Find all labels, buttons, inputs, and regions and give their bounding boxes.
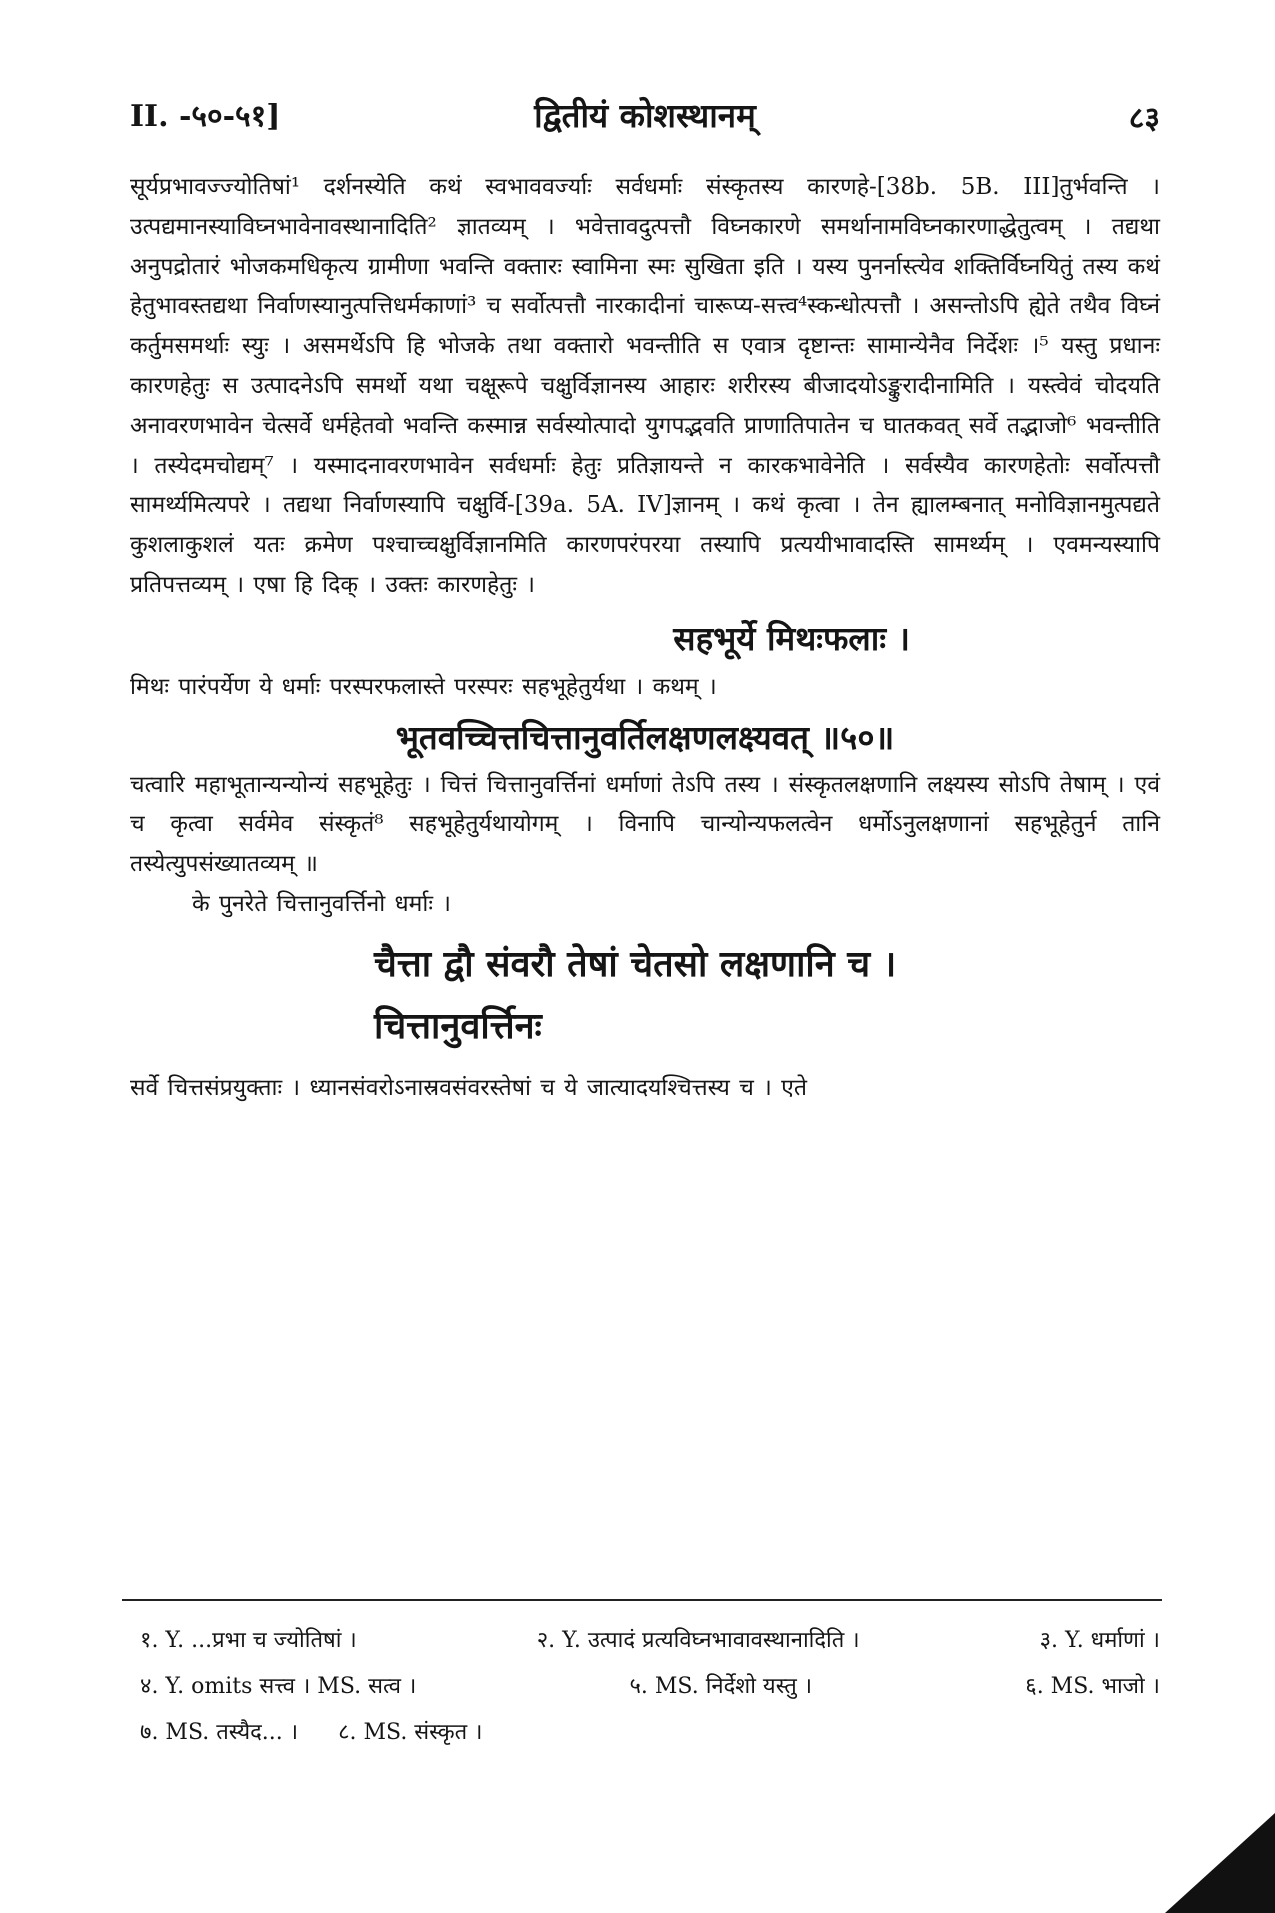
footnote: ६. MS. भाजो । (1025, 1674, 1160, 1699)
header-title: द्वितीयं कोशस्थानम् (534, 96, 756, 135)
footnote-row (140, 1618, 1160, 1664)
footnotes (140, 1618, 1160, 1756)
header-section-ref: II. -५०-५१] (130, 99, 281, 134)
scan-corner-shadow (1165, 1803, 1275, 1913)
footnote: ८. MS. संस्कृत । (338, 1720, 483, 1745)
footnote-row (140, 1710, 1160, 1756)
main-text (130, 168, 1160, 1109)
commentary-paragraph: सूर्यप्रभावज्ज्योतिषां¹ दर्शनस्येति कथं स्वभाववर्ज्याः सर्वधर्माः संस्कृतस्य कारणहे-[38b. 5B. III]तुर्भवन्ति । उत्पद्यमानस्याविघ्नभावेनावस्थानादिति² ज्ञातव्यम् । भवेत्तावदुत्पत्तौ विघ्नकारणे समर्थानामविघ्नकारणाद्धेतुत्वम् । तद्यथा अनुपद्रोतारं भोजकमधिकृत्य ग्रामीणा भवन्ति वक्तारः स्वामिना स्मः सुखिता इति । यस्य पुनर्नास्त्येव शक्तिर्विघ्नयितुं तस्य कथं हेतुभावस्तद्यथा निर्वाणस्यानुत्पत्तिधर्मकाणां³ च सर्वोत्पत्तौ नारकादीनां चारूप्य-सत्त्व⁴स्कन्धोत्पत्तौ । असन्तोऽपि ह्येते तथैव विघ्नं कर्तुमसमर्थाः स्युः । असमर्थेऽपि हि भोजके तथा वक्तारो भवन्तीति स एवात्र दृष्टान्तः सामान्येनैव निर्देशः ।⁵ यस्तु प्रधानः कारणहेतुः स उत्पादनेऽपि समर्थो यथा चक्षूरूपे चक्षुर्विज्ञानस्य आहारः शरीरस्य बीजादयोऽङ्कुरादीनामिति । यस्त्वेवं चोदयति अनावरणभावेन चेत्सर्वे धर्महेतवो भवन्ति कस्मान्न सर्वस्योत्पादो युगपद्भवति प्राणातिपातेन च घातकवत् सर्वे तद्भाजो⁶ भवन्तीति । तस्येदमचोद्यम्⁷ । यस्मादनावरणभावेन सर्वधर्माः हेतुः प्रतिज्ञायन्ते न कारकभावेनेति । सर्वस्यैव कारणहेतोः सर्वोत्पत्तौ सामर्थ्यमित्यपरे । तद्यथा निर्वाणस्यापि चक्षुर्वि-[39a. 5A. IV]ज्ञानम् । कथं कृत्वा । तेन ह्यालम्बनात् मनोविज्ञानमुत्पद्यते कुशलाकुशलं यतः क्रमेण पश्चाच्चक्षुर्विज्ञानमिति कारणपरंपरया तस्यापि प्रत्ययीभावादस्ति सामर्थ्यम् । एवमन्यस्यापि प्रतिपत्तव्यम् । एषा हि दिक् । उक्तः कारणहेतुः । (130, 174, 1160, 598)
commentary-paragraph: सर्वे चित्तसंप्रयुक्ताः । ध्यानसंवरोऽनास्रवसंवरस्तेषां च ये जात्यादयश्चित्तस्य च । एते (130, 1074, 807, 1101)
page-number: ८३ (1128, 101, 1160, 136)
footnote: १. Y. ...प्रभा च ज्योतिषां । (140, 1628, 357, 1653)
commentary-paragraph: के पुनरेते चित्तानुवर्त्तिनो धर्माः । (192, 890, 452, 917)
verse-line: भूतवच्चित्तचित्तानुवर्तिलक्षणलक्ष्यवत् ॥५०॥ (395, 717, 895, 757)
footnote: ७. MS. तस्यैद... । (140, 1720, 299, 1745)
footnote-divider (122, 1599, 1162, 1601)
footnote: ३. Y. धर्माणां । (1039, 1628, 1160, 1653)
running-header (130, 92, 1160, 142)
footnote: ४. Y. omits सत्त्व । MS. सत्व । (140, 1674, 417, 1699)
footnote-row (140, 1664, 1160, 1710)
commentary-paragraph: मिथः पारंपर्येण ये धर्माः परस्परफलास्ते परस्परः सहभूहेतुर्यथा । कथम् । (130, 673, 717, 700)
commentary-paragraph: चत्वारि महाभूतान्यन्योन्यं सहभूहेतुः । चित्तं चित्तानुवर्त्तिनां धर्माणां तेऽपि तस्य । संस्कृतलक्षणानि लक्ष्यस्य सोऽपि तेषाम् । एवं च कृत्वा सर्वमेव संस्कृतं⁸ सहभूहेतुर्यथायोगम् । विनापि चान्योन्यफलत्वेन धर्मोऽनुलक्षणानां सहभूहेतुर्न तानि तस्येत्युपसंख्यातव्यम् ॥ (130, 771, 1160, 878)
footnote: २. Y. उत्पादं प्रत्यविघ्नभावावस्थानादिति । (536, 1628, 860, 1653)
verse-line: सहभूर्ये मिथःफलाः । (673, 618, 910, 658)
verse-line: चित्तानुवर्त्तिनः (374, 1004, 542, 1047)
footnote: ५. MS. निर्देशो यस्तु । (629, 1674, 813, 1699)
verse-line: चैत्ता द्वौ संवरौ तेषां चेतसो लक्षणानि च । (374, 942, 897, 985)
